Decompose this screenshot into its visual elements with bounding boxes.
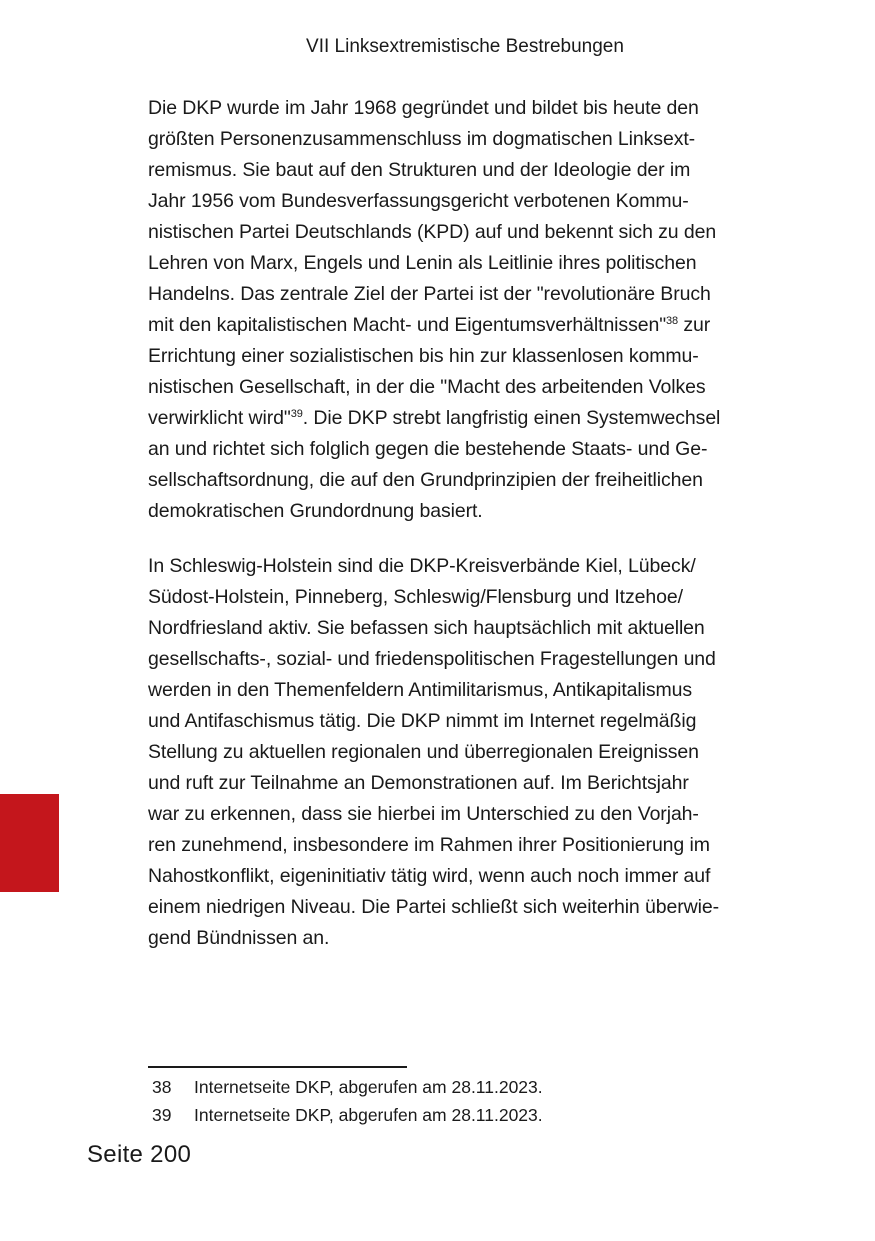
text-line: demokratischen Grundordnung basiert. xyxy=(148,500,483,522)
footnote-reference-38[interactable]: 38 xyxy=(666,315,679,327)
text-line: größten Personenzusammenschluss im dogmatischen Linksext- xyxy=(148,128,696,150)
chapter-side-tab xyxy=(0,794,59,892)
text-line-with-footnote xyxy=(148,403,788,434)
text-line: Die DKP wurde im Jahr 1968 gegründet und bildet bis heute den xyxy=(148,97,699,119)
text-line-with-footnote xyxy=(148,310,788,341)
text-line: gend Bündnissen an. xyxy=(148,927,330,949)
footnote-text: Internetseite DKP, abgerufen am 28.11.2023. xyxy=(194,1077,543,1097)
text-line: Errichtung einer sozialistischen bis hin zur klassenlosen kommu- xyxy=(148,345,699,367)
footnote-38 xyxy=(152,1073,792,1101)
footnote-reference-39[interactable]: 39 xyxy=(290,408,303,420)
text-line: werden in den Themenfeldern Antimilitarismus, Antikapitalismus xyxy=(148,679,693,701)
text-line: mit den kapitalistischen Macht- und Eigentumsverhältnissen" xyxy=(148,314,667,336)
text-line: Handelns. Das zentrale Ziel der Partei ist der "revolutionäre Bruch xyxy=(148,283,711,305)
text-line: an und richtet sich folglich gegen die bestehende Staats- und Ge- xyxy=(148,438,708,460)
text-line: Lehren von Marx, Engels und Lenin als Leitlinie ihres politischen xyxy=(148,252,697,274)
footnote-number: 39 xyxy=(152,1105,172,1125)
text-line: Nahostkonflikt, eigeninitiativ tätig wird, wenn auch noch immer auf xyxy=(148,865,711,887)
text-line: nistischen Partei Deutschlands (KPD) auf und bekennt sich zu den xyxy=(148,221,717,243)
text-line-tail: . Die DKP strebt langfristig einen Systemwechsel xyxy=(302,407,721,429)
text-line: und Antifaschismus tätig. Die DKP nimmt im Internet regelmäßig xyxy=(148,710,697,732)
paragraph-schleswig-holstein xyxy=(148,551,788,954)
text-line: Südost-Holstein, Pinneberg, Schleswig/Flensburg und Itzehoe/ xyxy=(148,586,683,608)
page-number: Seite 200 xyxy=(87,1141,192,1168)
text-line: Stellung zu aktuellen regionalen und überregionalen Ereignissen xyxy=(148,741,699,763)
footnote-text: Internetseite DKP, abgerufen am 28.11.2023. xyxy=(194,1105,543,1125)
footnote-39 xyxy=(152,1101,792,1129)
text-line: war zu erkennen, dass sie hierbei im Unterschied zu den Vorjah- xyxy=(148,803,699,825)
text-line: einem niedrigen Niveau. Die Partei schließt sich weiterhin überwie- xyxy=(148,896,719,918)
text-line: nistischen Gesellschaft, in der die "Macht des arbeitenden Volkes xyxy=(148,376,706,398)
text-line: sellschaftsordnung, die auf den Grundprinzipien der freiheitlichen xyxy=(148,469,703,491)
text-line: verwirklicht wird" xyxy=(148,407,291,429)
text-line: gesellschafts-, sozial- und friedenspolitischen Fragestellungen und xyxy=(148,648,716,670)
body-text xyxy=(148,93,788,954)
footnotes xyxy=(152,1073,792,1129)
text-line: remismus. Sie baut auf den Strukturen und der Ideologie der im xyxy=(148,159,691,181)
text-line: und ruft zur Teilnahme an Demonstrationen auf. Im Berichtsjahr xyxy=(148,772,689,794)
text-line: Nordfriesland aktiv. Sie befassen sich hauptsächlich mit aktuellen xyxy=(148,617,705,639)
text-line-tail: zur xyxy=(678,314,711,336)
paragraph-dkp-overview xyxy=(148,93,788,527)
text-line: In Schleswig-Holstein sind die DKP-Kreisverbände Kiel, Lübeck/ xyxy=(148,555,696,577)
footnote-number: 38 xyxy=(152,1077,172,1097)
text-line: Jahr 1956 vom Bundesverfassungsgericht verbotenen Kommu- xyxy=(148,190,689,212)
footnote-divider xyxy=(148,1066,407,1068)
running-header: VII Linksextremistische Bestrebungen xyxy=(306,36,624,57)
text-line: ren zunehmend, insbesondere im Rahmen ihrer Positionierung im xyxy=(148,834,710,856)
